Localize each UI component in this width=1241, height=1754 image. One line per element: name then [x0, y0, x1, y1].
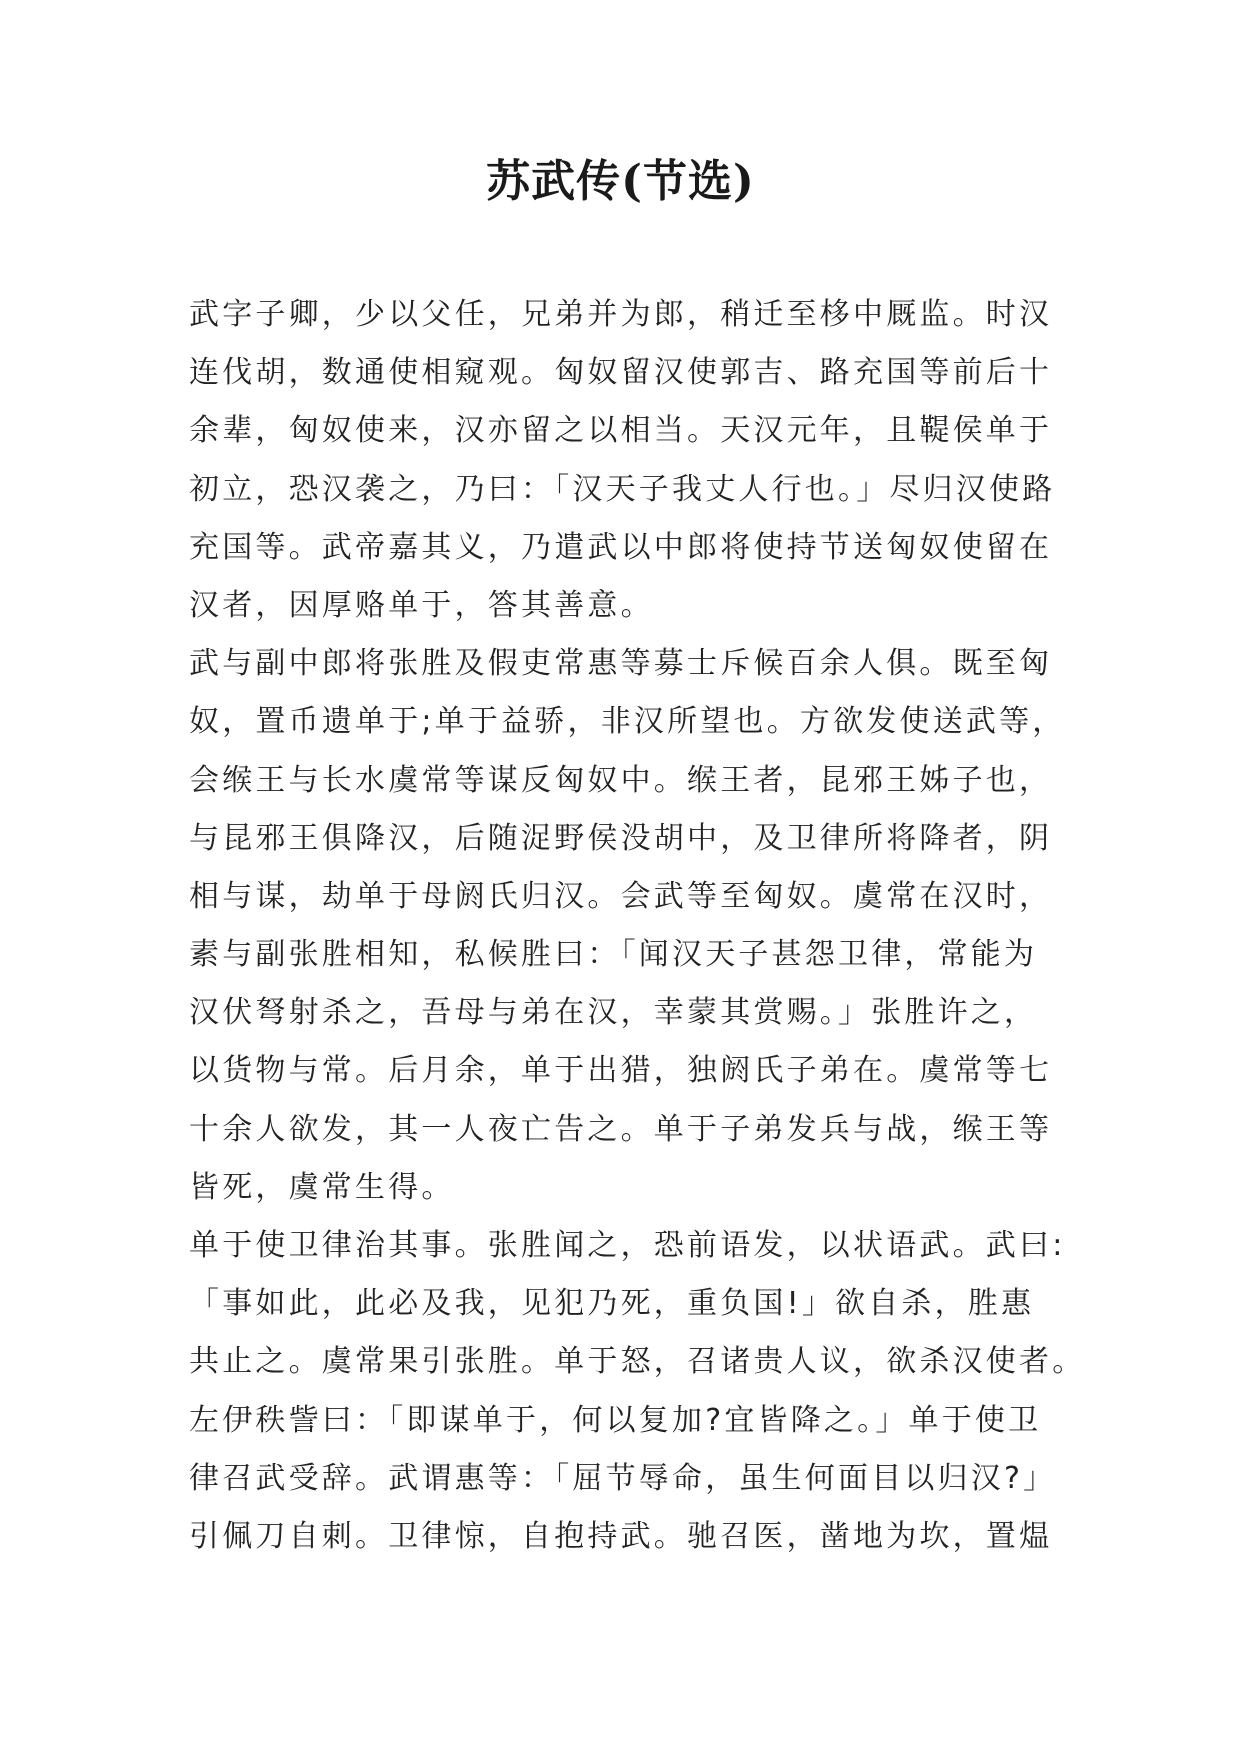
text-line: 素与副张胜相知，私候胜曰：「闻汉天子甚怨卫律，常能为 — [189, 937, 1038, 973]
text-line: 相与谋，劫单于母阏氏归汉。会武等至匈奴。虞常在汉时， — [189, 878, 1053, 914]
text-line: 余辈，匈奴使来，汉亦留之以相当。天汉元年，且鞮侯单于 — [189, 413, 1053, 449]
text-line: 共止之。虞常果引张胜。单于怒，召诸贵人议，欲杀汉使者。 — [189, 1344, 1086, 1380]
document-title: 苏武传(节选) — [486, 156, 755, 207]
text-line: 十余人欲发，其一人夜亡告之。单于子弟发兵与战，缑王等 — [189, 1111, 1053, 1147]
text-line: 与昆邪王俱降汉，后随浞野侯没胡中，及卫律所将降者，阴 — [189, 820, 1053, 856]
text-line: 律召武受辞。武谓惠等：「屈节辱命，虽生何面目以归汉?」 — [189, 1460, 1057, 1496]
document-body — [189, 286, 1086, 1566]
text-line: 汉者，因厚赂单于，答其善意。 — [189, 587, 654, 623]
text-line: 连伐胡，数通使相窥观。匈奴留汉使郭吉、路充国等前后十 — [189, 355, 1053, 391]
text-line: 奴，置币遗单于;单于益骄，非汉所望也。方欲发使送武等， — [189, 704, 1066, 740]
text-line: 会缑王与长水虞常等谋反匈奴中。缑王者，昆邪王姊子也， — [189, 762, 1053, 798]
text-line: 初立，恐汉袭之，乃曰：「汉天子我丈人行也。」尽归汉使路 — [189, 471, 1056, 507]
text-line: 左伊秩訾曰：「即谋单于，何以复加?宜皆降之。」单于使卫 — [189, 1402, 1042, 1438]
text-line: 汉伏弩射杀之，吾母与弟在汉，幸蒙其赏赐。」张胜许之， — [189, 995, 1038, 1031]
text-line: 皆死，虞常生得。 — [189, 1169, 455, 1205]
text-line: 以货物与常。后月余，单于出猎，独阏氏子弟在。虞常等七 — [189, 1053, 1053, 1089]
text-line: 引佩刀自刺。卫律惊，自抱持武。驰召医，凿地为坎，置煴 — [189, 1518, 1053, 1554]
text-line: 充国等。武帝嘉其义，乃遣武以中郎将使持节送匈奴使留在 — [189, 529, 1053, 565]
text-line: 武与副中郎将张胜及假吏常惠等募士斥候百余人俱。既至匈 — [189, 646, 1053, 682]
text-line: 「事如此，此必及我，见犯乃死，重负国!」欲自杀，胜惠 — [189, 1286, 1035, 1322]
text-line: 武字子卿，少以父任，兄弟并为郎，稍迁至栘中厩监。时汉 — [189, 297, 1053, 332]
text-line: 单于使卫律治其事。张胜闻之，恐前语发，以状语武。武曰: — [189, 1228, 1066, 1263]
